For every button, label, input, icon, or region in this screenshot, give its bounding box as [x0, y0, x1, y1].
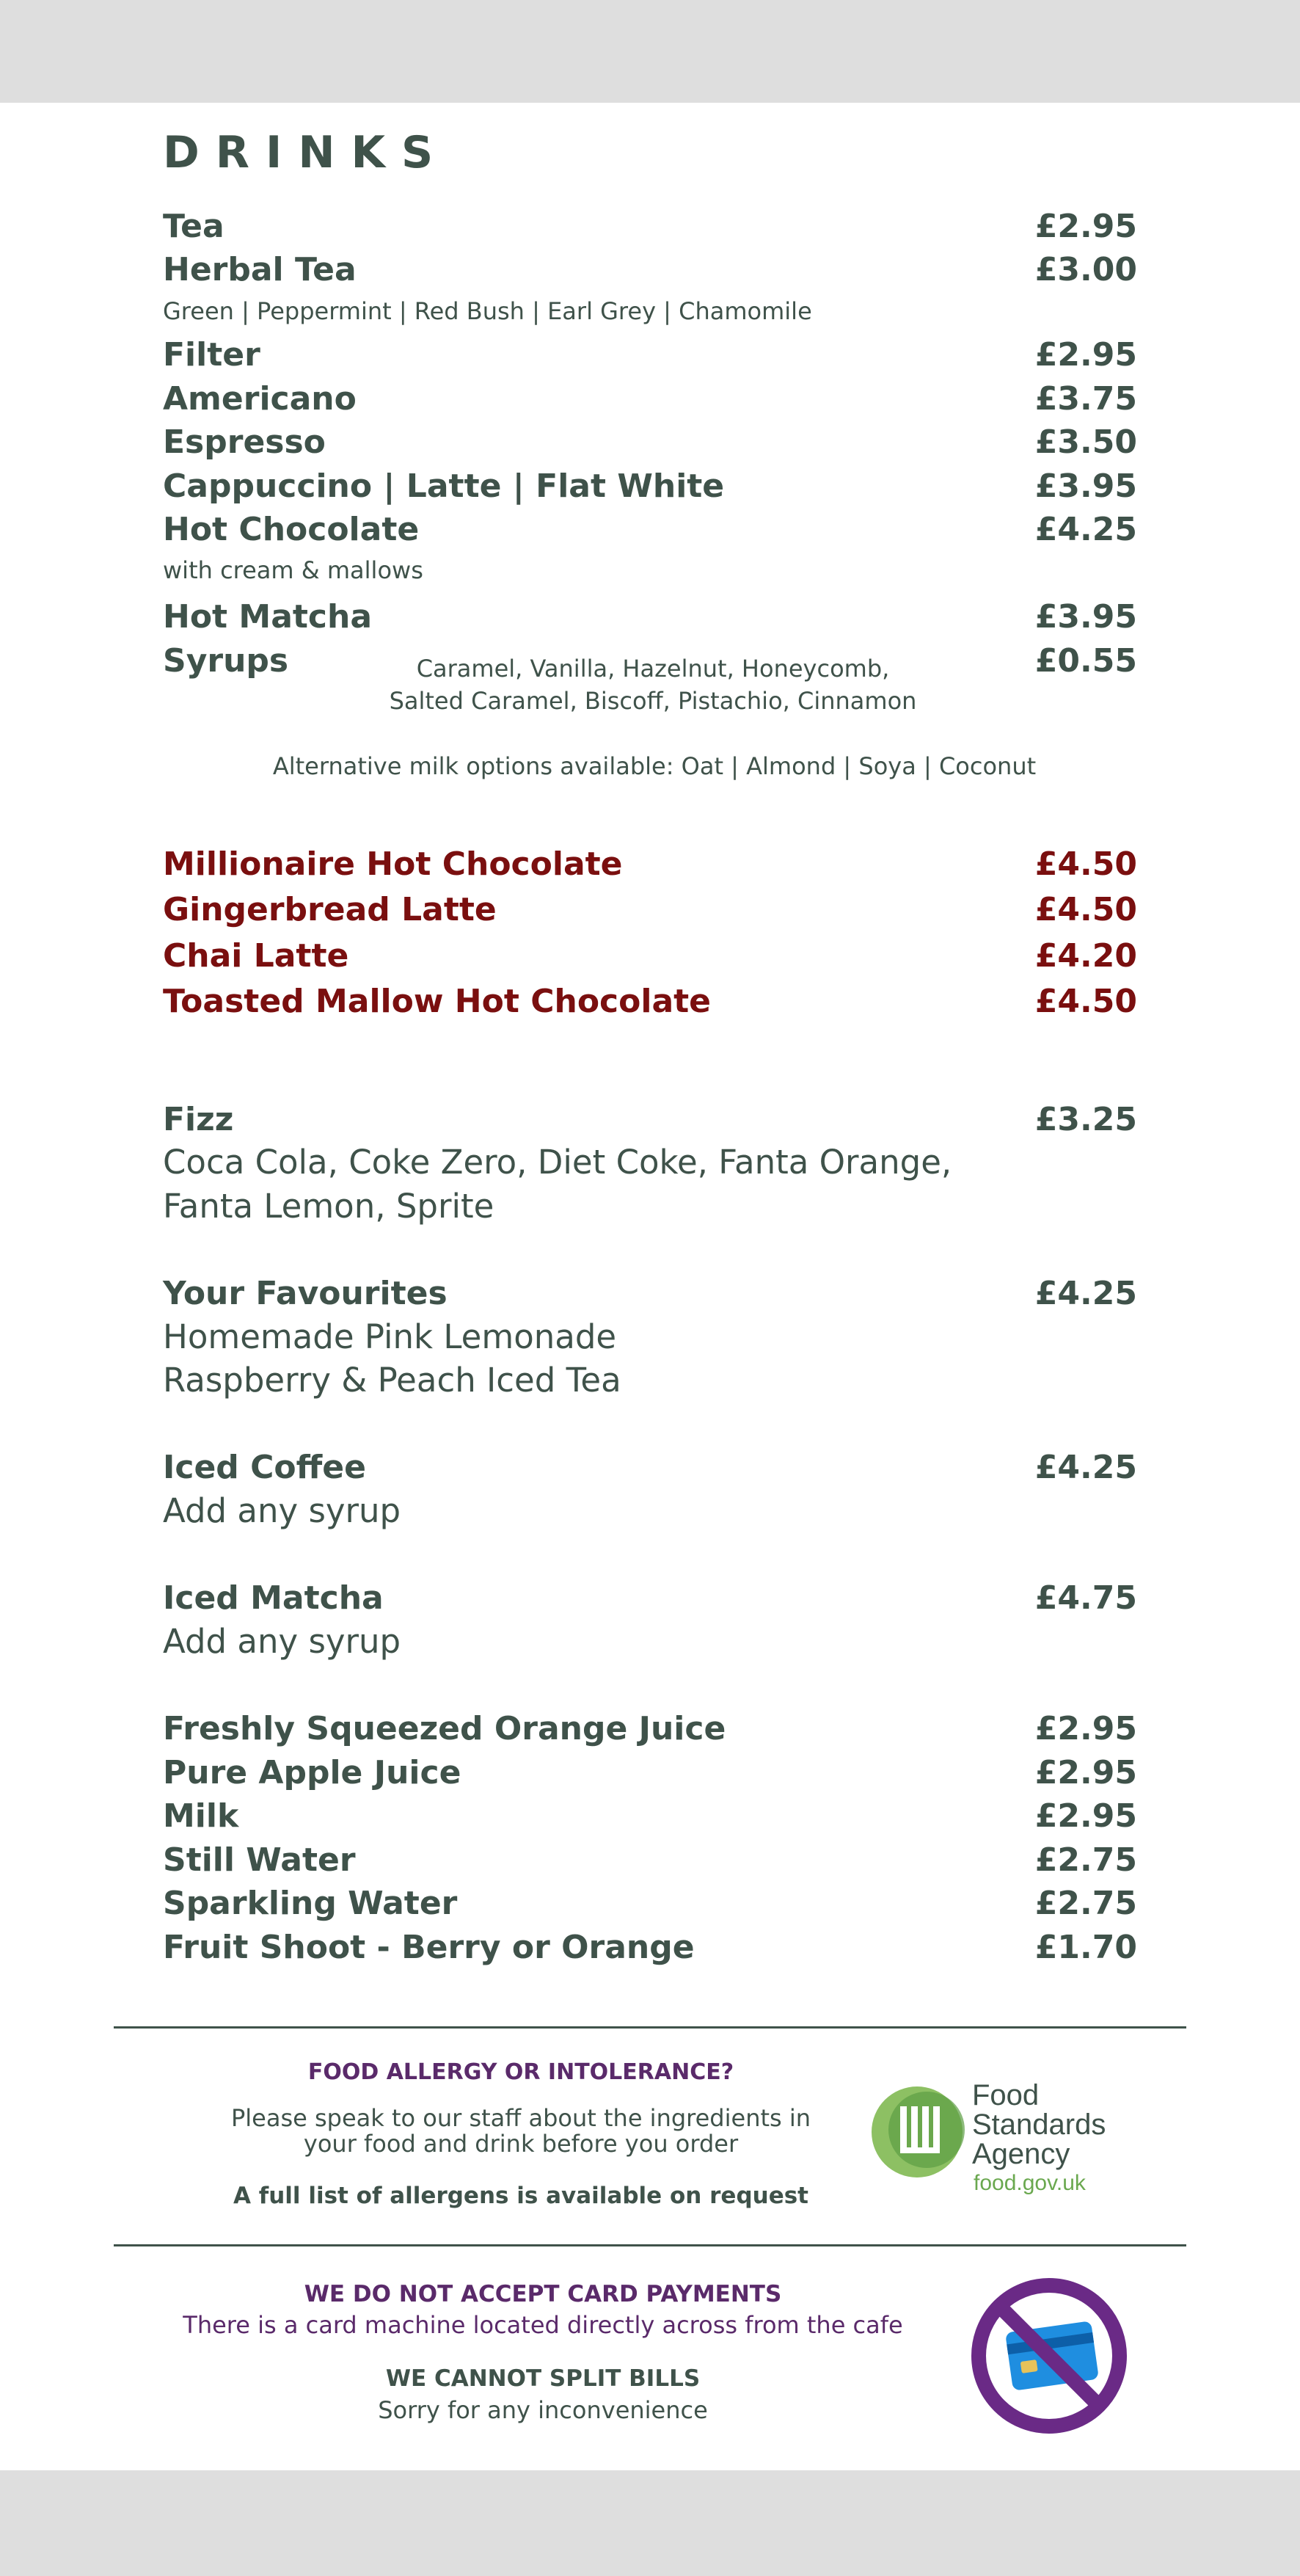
- item-price: £3.00: [1034, 251, 1137, 288]
- item-name: Syrups: [163, 642, 289, 680]
- special-name: Toasted Mallow Hot Chocolate: [163, 983, 712, 1020]
- item-price: £3.95: [1034, 467, 1137, 505]
- item-description: Raspberry & Peach Iced Tea: [163, 1361, 621, 1400]
- item-price: £3.95: [1034, 598, 1137, 636]
- item-price: £4.75: [1034, 1579, 1137, 1617]
- split-bills-heading: WE CANNOT SPLIT BILLS: [385, 2365, 701, 2392]
- item-price: £4.25: [1034, 511, 1137, 548]
- item-name: Your Favourites: [163, 1275, 448, 1312]
- fsa-name-line: Standards: [972, 2109, 1106, 2141]
- item-name: Fruit Shoot - Berry or Orange: [163, 1929, 695, 1966]
- menu-page: [0, 103, 1300, 2470]
- item-name: Cappuccino | Latte | Flat White: [163, 467, 725, 505]
- allergy-text: your food and drink before you order: [303, 2130, 739, 2158]
- item-description: Add any syrup: [163, 1491, 401, 1530]
- divider: [114, 2026, 1186, 2029]
- item-name: Filter: [163, 336, 260, 374]
- item-name: Freshly Squeezed Orange Juice: [163, 1710, 726, 1747]
- fsa-name-line: Food: [972, 2079, 1040, 2111]
- fsa-logo: [869, 2073, 1104, 2198]
- special-price: £4.50: [1034, 891, 1137, 928]
- no-card-icon: [968, 2275, 1130, 2437]
- special-name: Millionaire Hot Chocolate: [163, 845, 623, 883]
- special-price: £4.50: [1034, 845, 1137, 883]
- item-description: Homemade Pink Lemonade: [163, 1317, 617, 1356]
- fsa-name-line: Agency: [972, 2138, 1070, 2170]
- allergy-text: Please speak to our staff about the ingredients in: [230, 2104, 811, 2132]
- allergy-heading: FOOD ALLERGY OR INTOLERANCE?: [307, 2059, 734, 2085]
- item-name: Tea: [163, 208, 224, 245]
- item-price: £4.25: [1034, 1275, 1137, 1312]
- special-price: £4.20: [1034, 937, 1137, 975]
- item-price: £3.25: [1034, 1101, 1137, 1138]
- item-price: £2.95: [1034, 1710, 1137, 1747]
- item-name: Fizz: [163, 1101, 234, 1138]
- item-note: with cream & mallows: [163, 556, 423, 584]
- payment-text: There is a card machine located directly across from the cafe: [183, 2311, 903, 2339]
- item-price: £2.95: [1034, 336, 1137, 374]
- item-name: Iced Matcha: [163, 1579, 384, 1617]
- item-description: Coca Cola, Coke Zero, Diet Coke, Fanta Orange,: [163, 1143, 952, 1182]
- item-name: Hot Chocolate: [163, 511, 420, 548]
- item-name: Pure Apple Juice: [163, 1754, 461, 1791]
- item-name: Hot Matcha: [163, 598, 373, 636]
- item-description: Add any syrup: [163, 1622, 401, 1661]
- special-price: £4.50: [1034, 983, 1137, 1020]
- item-name: Sparkling Water: [163, 1885, 458, 1922]
- item-name: Milk: [163, 1797, 239, 1835]
- item-name: Herbal Tea: [163, 251, 357, 288]
- item-price: £2.75: [1034, 1885, 1137, 1922]
- fork-icon: [869, 2084, 965, 2180]
- item-name: Iced Coffee: [163, 1449, 366, 1486]
- item-price: £4.25: [1034, 1449, 1137, 1486]
- special-name: Gingerbread Latte: [163, 891, 497, 928]
- item-price: £2.95: [1034, 208, 1137, 245]
- special-name: Chai Latte: [163, 937, 349, 975]
- item-price: £1.70: [1034, 1929, 1137, 1966]
- item-price: £2.75: [1034, 1841, 1137, 1879]
- syrup-flavours: Caramel, Vanilla, Hazelnut, Honeycomb,: [416, 655, 890, 683]
- item-description: Fanta Lemon, Sprite: [163, 1187, 494, 1226]
- item-name: Espresso: [163, 423, 326, 461]
- payment-heading: WE DO NOT ACCEPT CARD PAYMENTS: [304, 2281, 782, 2307]
- item-name: Still Water: [163, 1841, 356, 1879]
- syrup-flavours: Salted Caramel, Biscoff, Pistachio, Cinnamon: [389, 687, 917, 715]
- item-price: £2.95: [1034, 1797, 1137, 1835]
- menu-title: DRINKS: [163, 127, 450, 178]
- milk-note: Alternative milk options available: Oat | Almond | Soya | Coconut: [272, 752, 1037, 780]
- item-note: Green | Peppermint | Red Bush | Earl Grey | Chamomile: [163, 297, 812, 325]
- item-price: £2.95: [1034, 1754, 1137, 1791]
- fsa-url: food.gov.uk: [974, 2171, 1086, 2195]
- item-price: £3.75: [1034, 380, 1137, 418]
- divider: [114, 2244, 1186, 2246]
- item-name: Americano: [163, 380, 357, 418]
- item-price: £3.50: [1034, 423, 1137, 461]
- allergy-note: A full list of allergens is available on request: [233, 2183, 809, 2209]
- apology-text: Sorry for any inconvenience: [378, 2396, 708, 2424]
- item-price: £0.55: [1034, 642, 1137, 680]
